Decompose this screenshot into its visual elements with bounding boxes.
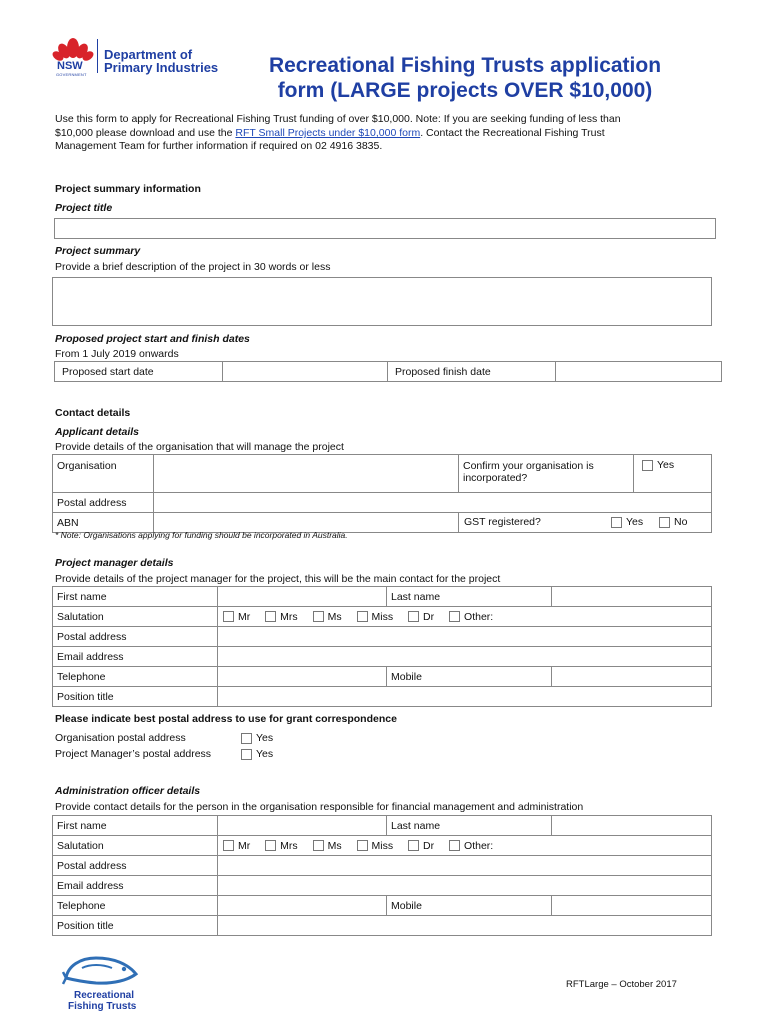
admin-email-input[interactable] xyxy=(218,876,712,896)
pm-sal-dr-checkbox[interactable] xyxy=(408,611,419,622)
logo-nsw-text: NSW xyxy=(57,60,83,72)
admin-last-name-label: Last name xyxy=(387,816,552,836)
pm-position-input[interactable] xyxy=(218,687,712,707)
postal-pref-org-yes: Yes xyxy=(256,732,274,744)
form-code: RFTLarge – October 2017 xyxy=(566,979,677,990)
intro-line1: Use this form to apply for Recreational Fishing Trust funding of over $10,000. Note: If you are seeking funding of less than xyxy=(55,113,621,125)
pm-mobile-label: Mobile xyxy=(387,667,552,687)
admin-sal-other-checkbox[interactable] xyxy=(449,840,460,851)
project-summary-hint: Provide a brief description of the project in 30 words or less xyxy=(55,261,331,273)
finish-date-input[interactable] xyxy=(556,362,722,382)
dates-label: Proposed project start and finish dates xyxy=(55,333,250,345)
fish-icon xyxy=(62,952,142,988)
pm-salutation-label: Salutation xyxy=(53,607,218,627)
pm-sal-mrs-label: Mrs xyxy=(280,610,298,623)
admin-sal-miss-checkbox[interactable] xyxy=(357,840,368,851)
pm-sal-mrs-checkbox[interactable] xyxy=(265,611,276,622)
admin-salutation-label: Salutation xyxy=(53,836,218,856)
gst-no-option xyxy=(655,516,687,528)
pm-first-name-input[interactable] xyxy=(218,587,387,607)
nsw-logo xyxy=(52,34,94,76)
rft-logo xyxy=(62,952,152,1012)
incorporation-note: * Note: Organisations applying for funding should be incorporated in Australia. xyxy=(55,530,348,540)
admin-first-name-label: First name xyxy=(53,816,218,836)
admin-sal-mrs-checkbox[interactable] xyxy=(265,840,276,851)
pm-sal-miss-label: Miss xyxy=(371,610,394,623)
start-date-input[interactable] xyxy=(223,362,388,382)
manager-table xyxy=(52,586,712,707)
dept-name-line1: Department of xyxy=(104,47,193,62)
intro-line2-pre: $10,000 please download and use the xyxy=(55,127,236,139)
admin-email-label: Email address xyxy=(53,876,218,896)
pm-sal-other-checkbox[interactable] xyxy=(449,611,460,622)
admin-heading: Administration officer details xyxy=(55,785,201,797)
pm-last-name-label: Last name xyxy=(387,587,552,607)
dates-hint: From 1 July 2019 onwards xyxy=(55,348,179,360)
admin-mobile-input[interactable] xyxy=(552,896,712,916)
dept-name-line2: Primary Industries xyxy=(104,60,219,75)
pm-position-label: Position title xyxy=(53,687,218,707)
project-summary-label: Project summary xyxy=(55,245,141,257)
rft-logo-line1: Recreational xyxy=(74,990,135,1001)
pm-sal-other-label: Other: xyxy=(464,610,494,623)
admin-postal-label: Postal address xyxy=(53,856,218,876)
logo-divider xyxy=(97,39,98,73)
postal-pref-org-option xyxy=(237,732,273,745)
gst-cell xyxy=(459,513,712,533)
postal-pref-pm-label: Project Manager’s postal address xyxy=(55,748,212,760)
postal-address-input[interactable] xyxy=(154,493,712,513)
project-title-label: Project title xyxy=(55,202,113,214)
admin-last-name-input[interactable] xyxy=(552,816,712,836)
manager-heading: Project manager details xyxy=(55,557,174,569)
organisation-label: Organisation xyxy=(53,455,154,493)
gst-yes-option xyxy=(607,516,643,528)
postal-pref-pm-checkbox[interactable] xyxy=(241,749,252,760)
postal-pref-heading: Please indicate best postal address to use for grant correspondence xyxy=(55,713,397,725)
admin-postal-input[interactable] xyxy=(218,856,712,876)
admin-position-input[interactable] xyxy=(218,916,712,936)
pm-sal-ms-checkbox[interactable] xyxy=(313,611,324,622)
admin-position-label: Position title xyxy=(53,916,218,936)
rft-logo-line2: Fishing Trusts xyxy=(68,1001,137,1012)
organisation-input[interactable] xyxy=(154,455,459,493)
page-title-line2: form (LARGE projects OVER $10,000) xyxy=(277,79,653,102)
applicant-table xyxy=(52,454,712,533)
gst-no-checkbox[interactable] xyxy=(659,517,670,528)
project-summary-input[interactable] xyxy=(52,277,712,326)
admin-sal-ms-label: Ms xyxy=(327,839,342,852)
pm-sal-ms-label: Ms xyxy=(327,610,342,623)
admin-sal-mrs-label: Mrs xyxy=(280,839,298,852)
abn-label: ABN xyxy=(53,513,154,533)
pm-email-label: Email address xyxy=(53,647,218,667)
intro-line2-post: . Contact the Recreational Fishing Trust xyxy=(420,127,605,139)
incorporated-yes-cell xyxy=(634,455,712,493)
pm-first-name-label: First name xyxy=(53,587,218,607)
project-section-heading: Project summary information xyxy=(55,183,201,195)
gst-yes-checkbox[interactable] xyxy=(611,517,622,528)
logo-gov-text: GOVERNMENT xyxy=(56,72,87,77)
admin-sal-ms-checkbox[interactable] xyxy=(313,840,324,851)
admin-telephone-label: Telephone xyxy=(53,896,218,916)
pm-last-name-input[interactable] xyxy=(552,587,712,607)
admin-first-name-input[interactable] xyxy=(218,816,387,836)
gst-yes-label: Yes xyxy=(626,516,644,528)
small-projects-link[interactable]: RFT Small Projects under $10,000 form xyxy=(235,127,421,139)
admin-sal-dr-checkbox[interactable] xyxy=(408,840,419,851)
admin-sal-mr-checkbox[interactable] xyxy=(223,840,234,851)
admin-telephone-input[interactable] xyxy=(218,896,387,916)
postal-address-label: Postal address xyxy=(53,493,154,513)
applicant-hint: Provide details of the organisation that will manage the project xyxy=(55,441,344,453)
admin-hint: Provide contact details for the person in the organisation responsible for financial management and administration xyxy=(55,801,584,813)
postal-pref-org-label: Organisation postal address xyxy=(55,732,186,744)
start-date-label: Proposed start date xyxy=(55,362,223,382)
admin-mobile-label: Mobile xyxy=(387,896,552,916)
applicant-heading: Applicant details xyxy=(55,426,140,438)
admin-sal-miss-label: Miss xyxy=(371,839,394,852)
admin-sal-mr-label: Mr xyxy=(238,839,251,852)
pm-email-input[interactable] xyxy=(218,647,712,667)
gst-label: GST registered? xyxy=(464,516,541,528)
intro-line3: Management Team for further information if required on 02 4916 3835. xyxy=(55,140,383,152)
project-title-input[interactable] xyxy=(54,218,716,239)
incorporated-yes-checkbox[interactable] xyxy=(642,460,653,471)
pm-sal-mr-checkbox[interactable] xyxy=(223,611,234,622)
pm-postal-input[interactable] xyxy=(218,627,712,647)
manager-hint: Provide details of the project manager for the project, this will be the main contact for the project xyxy=(55,573,501,585)
pm-telephone-input[interactable] xyxy=(218,667,387,687)
incorporated-yes-label: Yes xyxy=(657,459,675,471)
postal-pref-pm-yes: Yes xyxy=(256,748,274,760)
admin-table xyxy=(52,815,712,936)
pm-sal-dr-label: Dr xyxy=(423,610,435,623)
postal-pref-org-checkbox[interactable] xyxy=(241,733,252,744)
contact-heading: Contact details xyxy=(55,407,131,419)
admin-sal-dr-label: Dr xyxy=(423,839,435,852)
pm-sal-miss-checkbox[interactable] xyxy=(357,611,368,622)
pm-salutation-options xyxy=(218,607,712,627)
page-title-line1: Recreational Fishing Trusts application xyxy=(268,54,662,77)
admin-salutation-options xyxy=(218,836,712,856)
gst-no-label: No xyxy=(674,516,688,528)
postal-pref-pm-option xyxy=(237,748,273,761)
finish-date-label: Proposed finish date xyxy=(388,362,556,382)
pm-telephone-label: Telephone xyxy=(53,667,218,687)
admin-sal-other-label: Other: xyxy=(464,839,494,852)
dates-table xyxy=(54,361,722,382)
confirm-incorporated-label: Confirm your organisation is incorporated? xyxy=(459,455,634,493)
pm-postal-label: Postal address xyxy=(53,627,218,647)
pm-sal-mr-label: Mr xyxy=(238,610,251,623)
pm-mobile-input[interactable] xyxy=(552,667,712,687)
intro-line2 xyxy=(55,127,605,140)
